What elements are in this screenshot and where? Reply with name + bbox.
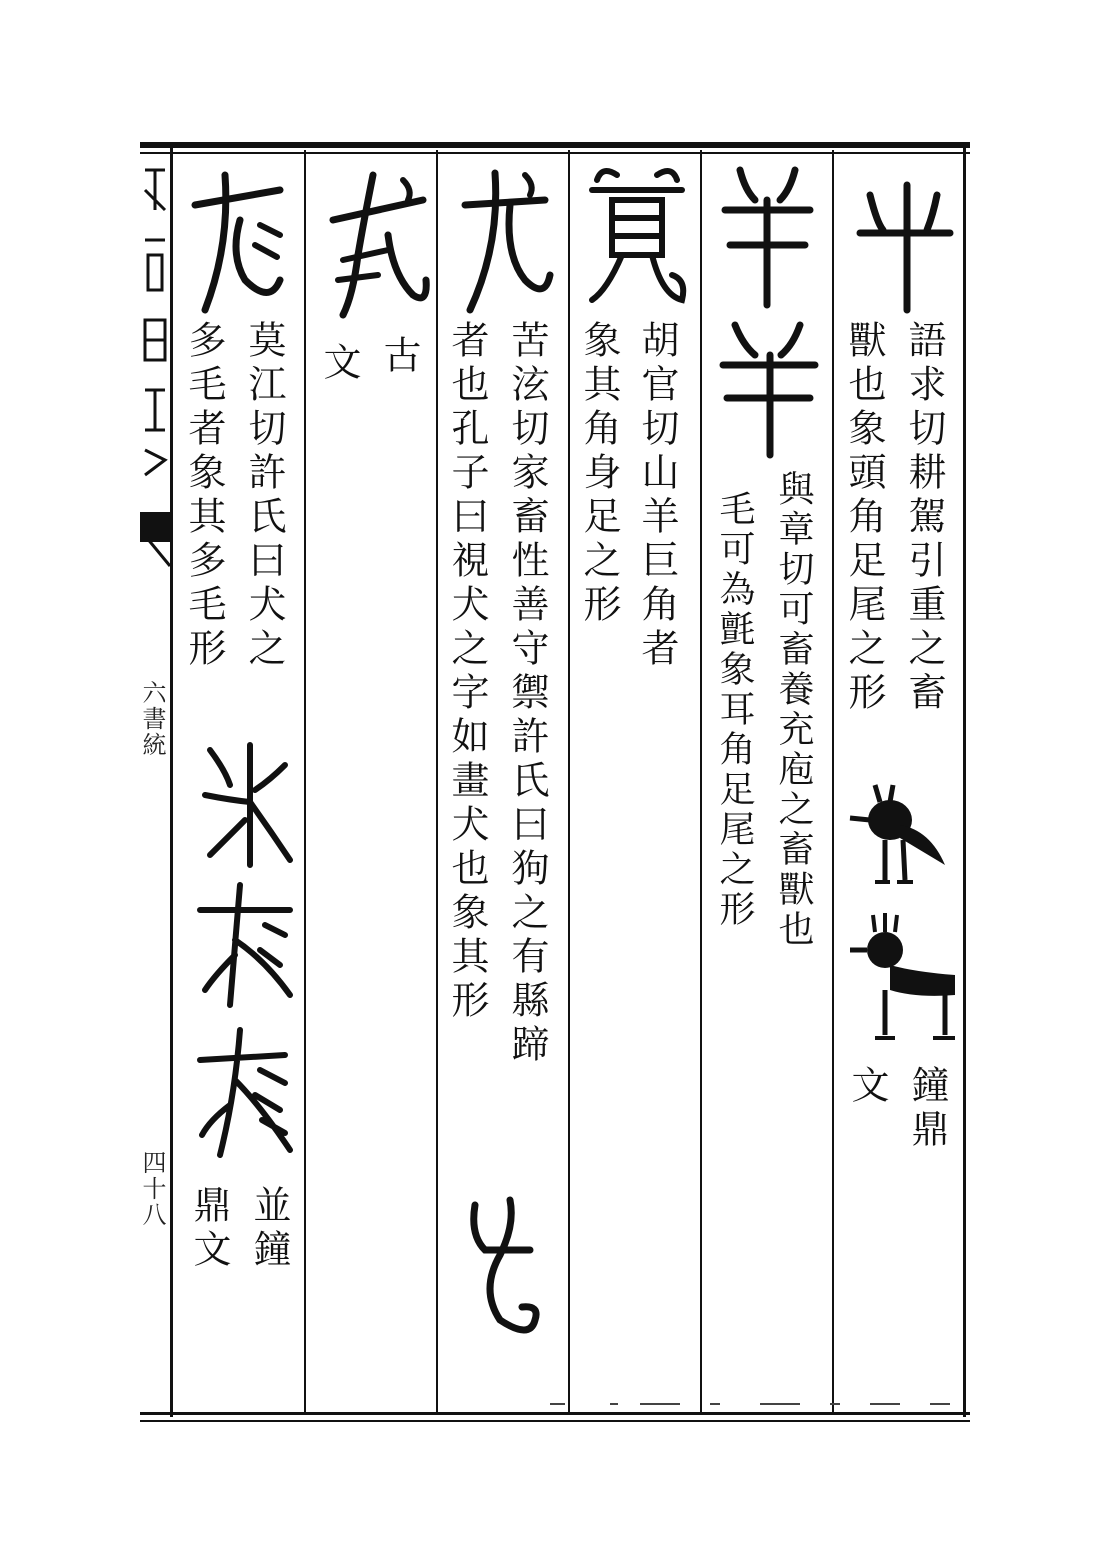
column-6-text-2: 多毛者象其多毛形 — [182, 320, 226, 672]
variant-glyph-mang-2 — [190, 880, 300, 1010]
column-5-label-a: 古 — [377, 335, 421, 379]
column-1-text-2: 獸也象頭角足尾之形 — [842, 320, 886, 716]
column-2-text-1: 與章切可畜養充庖之畜獸也 — [773, 470, 814, 950]
column-1-text-1: 語求切耕駕引重之畜 — [902, 320, 946, 716]
column-1-variant-label-b: 文 — [845, 1065, 889, 1109]
variant-glyph-mang-3 — [190, 1025, 300, 1160]
column-6-variant-label-b: 鼎文 — [187, 1185, 231, 1273]
column-6-variant-label-a: 並鐘 — [247, 1185, 291, 1273]
fishtail-mark-lines — [140, 530, 172, 570]
seal-glyph-mang — [185, 165, 295, 315]
scan-noise — [540, 1396, 960, 1412]
seal-glyph-yang-2 — [715, 320, 825, 460]
top-border — [140, 142, 970, 148]
column-divider — [700, 150, 702, 1415]
variant-glyph-quan — [460, 1195, 545, 1345]
seal-glyph-quan-ancient — [318, 165, 433, 325]
column-divider — [436, 150, 438, 1415]
page-number: 四十八 — [138, 1150, 166, 1228]
column-divider — [304, 150, 306, 1415]
column-3-text-2: 象其角身足之形 — [577, 320, 621, 628]
column-1-variant-label-a: 鐘鼎 — [905, 1065, 949, 1153]
book-title: 六書統 — [138, 680, 166, 758]
seal-glyph-quan — [455, 165, 555, 315]
column-divider — [832, 150, 834, 1415]
bronze-bird-ox-glyph-2 — [845, 910, 965, 1055]
seal-glyph-niu — [855, 175, 955, 315]
variant-glyph-mang-1 — [190, 740, 300, 870]
seal-glyph-yang-1 — [715, 165, 820, 310]
right-border — [963, 145, 966, 1417]
left-margin-border — [170, 145, 173, 1417]
column-2-text-2: 毛可為氈象耳角足尾之形 — [714, 490, 755, 930]
column-3-text-1: 胡官切山羊巨角者 — [635, 320, 679, 672]
seal-glyph-huan — [582, 160, 692, 310]
column-6-text-1: 莫江切許氏曰犬之 — [242, 320, 286, 672]
column-divider — [568, 150, 570, 1415]
bottom-border-thin — [140, 1420, 970, 1422]
top-border-thin — [140, 152, 970, 154]
bottom-border — [140, 1412, 970, 1415]
margin-title-glyphs — [140, 160, 170, 480]
column-4-text-1: 苦泫切家畜性善守禦許氏曰狗之有縣蹄 — [505, 320, 549, 1068]
column-5-label-b: 文 — [317, 342, 361, 386]
column-4-text-2: 者也孔子曰視犬之字如畫犬也象其形 — [445, 320, 489, 1024]
bronze-bird-ox-glyph-1 — [845, 780, 955, 895]
